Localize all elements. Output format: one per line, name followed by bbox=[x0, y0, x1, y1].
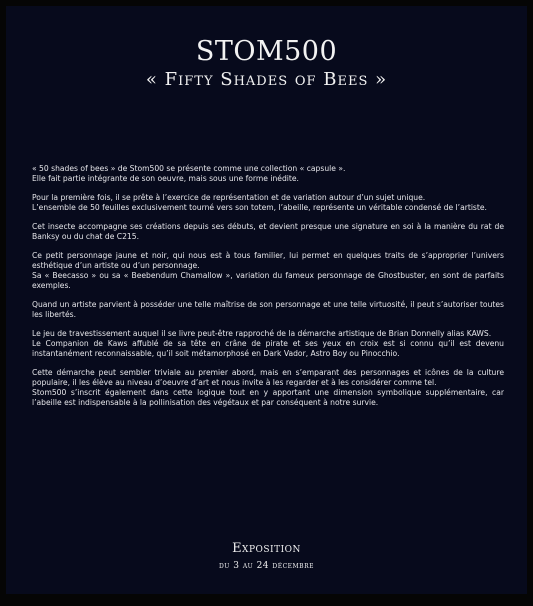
paragraph-2: Pour la première fois, il se prête à l’exercice de représentation et de variation autour d’un sujet unique. L’ensemble de 50 feuilles exclusivement tourné vers son totem, l’abeille, représente un véritable condensé de l’artiste. bbox=[32, 193, 487, 212]
paragraph-5: Quand un artiste parvient à posséder une telle maîtrise de son personnage et une telle virtuosité, il peut s’autoriser toutes les libertés. bbox=[32, 300, 504, 319]
paragraph-3: Cet insecte accompagne ses créations depuis ses débuts, et devient presque une signature en soi à la manière du rat de Banksy ou du chat de C215. bbox=[32, 222, 504, 241]
artist-title: STOM500 bbox=[195, 36, 338, 67]
paragraph-7: Cette démarche peut sembler triviale au premier abord, mais en s’emparant des personnages et icônes de la culture populaire, il les élève au niveau d’oeuvre d’art et nous invite à les regarder et à les considérer comme tel. Stom500 s’inscrit également dans cette logique tout en y apportant une dimension symbolique supplémentaire, car l’abeille est indispensable à la pollinisation des végétaux et par conséquent à notre survie. bbox=[32, 368, 504, 407]
paragraph-4: Ce petit personnage jaune et noir, qui nous est à tous familier, lui permet en quelques traits de s’approprier l’univers esthétique d’un artiste ou d’un personnage. Sa « Beecasso » ou sa « Beebendum Chamallow », variation du fameux personnage de Ghostbuster, en sont de parfaits exemples. bbox=[32, 251, 504, 290]
exposition-heading: Exposition bbox=[232, 541, 301, 556]
body-text bbox=[32, 164, 504, 417]
paragraph-6: Le jeu de travestissement auquel il se livre peut-être rapproché de la démarche artistique de Brian Donnelly alias KAWS. Le Companion de Kaws affublé de sa tête en crâne de pirate et ses yeux en croix est si connu qu’il est devenu instantanément reconnaissable, qu’il soit métamorphosé en Dark Vador, Astro Boy ou Pinocchio. bbox=[32, 329, 504, 358]
flyer-page bbox=[6, 6, 527, 594]
paragraph-1: « 50 shades of bees » de Stom500 se présente comme une collection « capsule ». Elle fait partie intégrante de son oeuvre, mais sous une forme inédite. bbox=[32, 164, 346, 183]
exposition-dates: du 3 au 24 décembre bbox=[219, 561, 314, 571]
exhibition-subtitle: « Fifty Shades of Bees » bbox=[145, 69, 388, 90]
